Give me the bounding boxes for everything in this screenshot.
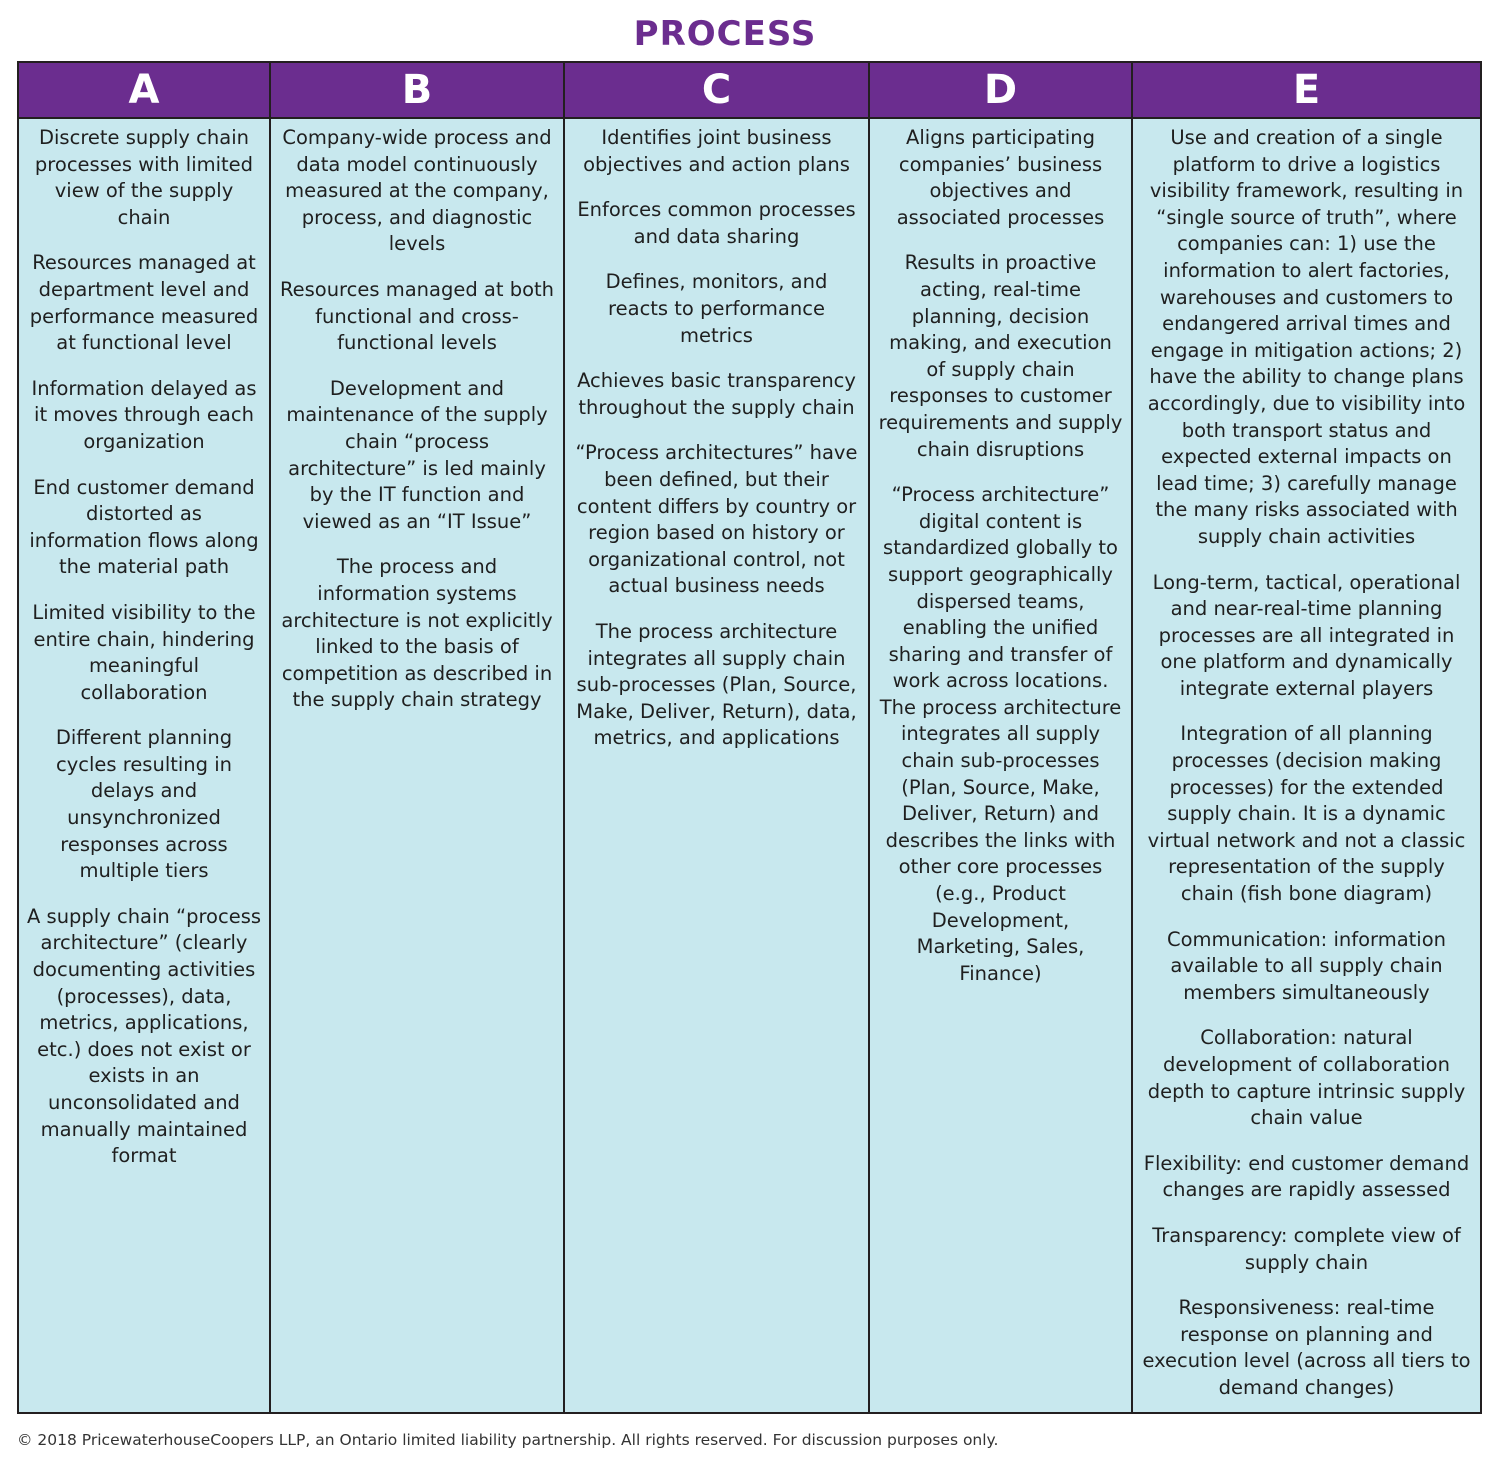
list-item: Collaboration: natural development of collaboration depth to capture intrinsic supply chain value <box>1147 1026 1466 1130</box>
list-item: End customer demand distorted as information flows along the material path <box>29 475 259 579</box>
column-body-d <box>870 119 1131 1412</box>
column-body-a <box>19 119 269 1412</box>
list-item: A supply chain “process architecture” (clearly documenting activities (processes), data, metrics, applications, etc.) does not exist or exists in an unconsolidated and manually maintained format <box>27 904 262 1168</box>
list-item: Development and maintenance of the supply chain “process architecture” is led mainly by the IT function and viewed as an “IT Issue” <box>286 376 548 533</box>
list-item: Resources managed at department level and performance measured at functional level <box>29 251 259 355</box>
column-header-b: B <box>271 63 563 119</box>
list-item: Long-term, tactical, operational and near-real-time planning processes are all integrated in one platform and dynamically integrate external players <box>1152 570 1461 700</box>
list-item: Transparency: complete view of supply chain <box>1152 1223 1461 1274</box>
column-body-b <box>271 119 563 1412</box>
list-item: “Process architectures” have been defined, but their content differs by country or region based on history or organizational control, not actual business needs <box>575 441 858 598</box>
list-item: Different planning cycles resulting in delays and unsynchronized responses across multiple tiers <box>55 726 233 883</box>
list-item: Results in proactive acting, real-time planning, decision making, and execution of supply chain responses to customer requirements and supply chain disruptions <box>878 251 1123 461</box>
list-item: The process architecture integrates all supply chain sub-processes (Plan, Source, Make, Deliver, Return), data, metrics, and applications <box>576 619 857 750</box>
list-item: Limited visibility to the entire chain, hindering meaningful collaboration <box>32 600 256 704</box>
column-header-c: C <box>565 63 868 119</box>
copyright-footer: © 2018 PricewaterhouseCoopers LLP, an Ontario limited liability partnership. All rights reserved. For discussion purposes only. <box>17 1431 999 1449</box>
column-e <box>1133 63 1480 1412</box>
page-title: PROCESS <box>633 14 817 54</box>
list-item: “Process architecture” digital content is standardized globally to support geographically dispersed teams, enabling the unified sharing and transfer of work across locations. The process architecture integrates all supply chain sub-processes (Plan, Source, Make, Deliver, Return) and describes the links with other core processes (e.g., Product Development, Marketing, Sales, Finance) <box>879 483 1122 985</box>
column-header-e: E <box>1133 63 1480 119</box>
column-c <box>565 63 870 1412</box>
column-header-d: D <box>870 63 1131 119</box>
list-item: Integration of all planning processes (decision making processes) for the extended supply chain. It is a dynamic virtual network and not a classic representation of the supply chain (fish bone diagram) <box>1147 722 1466 906</box>
list-item: Responsiveness: real-time response on planning and execution level (across all tiers to demand changes) <box>1142 1296 1471 1399</box>
list-item: Communication: information available to all supply chain members simultaneously <box>1166 927 1446 1004</box>
list-item: Identifies joint business objectives and action plans <box>583 126 850 176</box>
column-b <box>271 63 565 1412</box>
column-header-a: A <box>19 63 269 119</box>
list-item: Resources managed at both functional and cross-functional levels <box>279 277 555 355</box>
list-item: Flexibility: end customer demand changes are rapidly assessed <box>1143 1151 1470 1202</box>
list-item: The process and information systems architecture is not explicitly linked to the basis of competition as described in the supply chain strategy <box>281 555 553 712</box>
list-item: Company-wide process and data model continuously measured at the company, process, and diagnostic levels <box>282 126 552 256</box>
list-item: Achieves basic transparency throughout the supply chain <box>577 369 856 419</box>
column-d <box>870 63 1133 1412</box>
list-item: Enforces common processes and data sharing <box>577 198 856 248</box>
list-item: Use and creation of a single platform to drive a logistics visibility framework, resulting in “single source of truth”, where companies can: 1) use the information to alert factories, warehouses and customers to endangered arrival times and engage in mitigation actions; 2) have the ability to change plans accordingly, due to visibility into both transport status and expected external impacts on lead time; 3) carefully manage the many risks associated with supply chain activities <box>1147 126 1466 548</box>
column-body-c <box>565 119 868 1412</box>
list-item: Aligns participating companies’ business objectives and associated processes <box>896 126 1105 229</box>
list-item: Defines, monitors, and reacts to performance metrics <box>605 270 828 347</box>
column-body-e <box>1133 119 1480 1421</box>
column-a <box>19 63 271 1412</box>
list-item: Information delayed as it moves through each organization <box>31 376 257 453</box>
process-table <box>17 61 1482 1414</box>
list-item: Discrete supply chain processes with limited view of the supply chain <box>34 126 254 229</box>
